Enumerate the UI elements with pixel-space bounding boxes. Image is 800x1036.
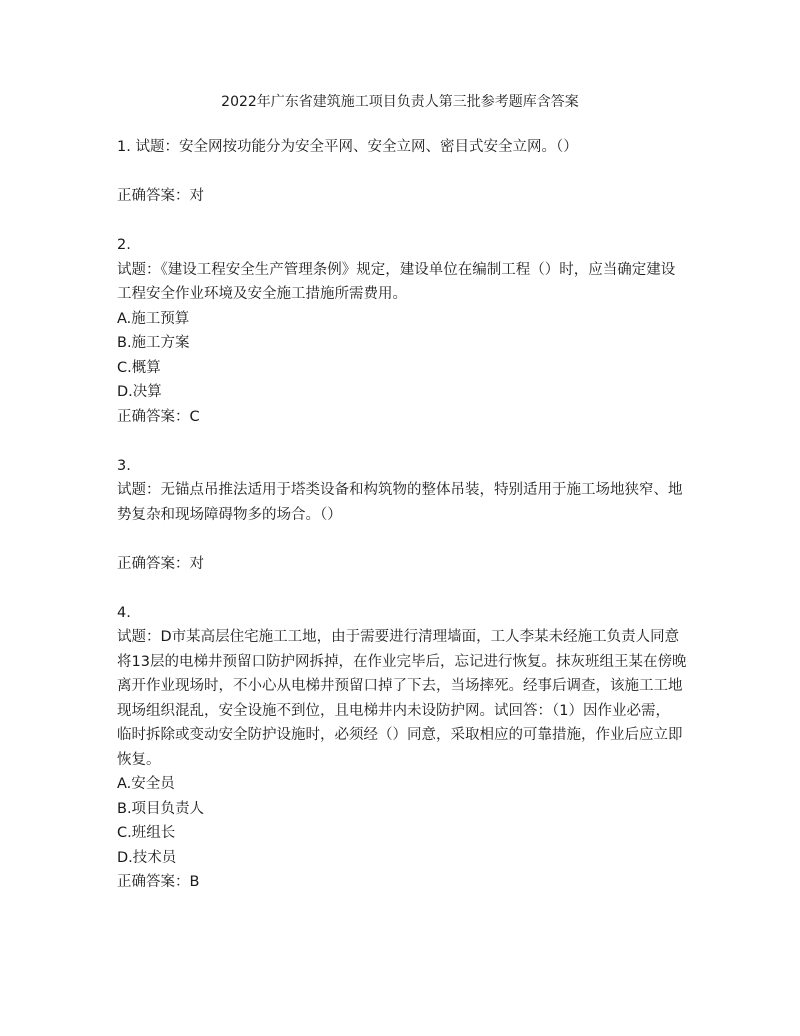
- question-4-option-d: D.技术员: [117, 849, 177, 866]
- question-4-answer: 正确答案：B: [117, 874, 200, 890]
- question-3-text-line-2: 势复杂和现场障碍物多的场合。（）: [117, 506, 342, 523]
- document-title: 2022年广东省建筑施工项目负责人第三批参考题库含答案: [221, 94, 579, 110]
- question-2-option-b: B.施工方案: [117, 335, 190, 351]
- question-1-text: 1. 试题：安全网按功能分为安全平网、安全立网、密目式安全立网。（）: [117, 139, 578, 155]
- question-2-text-line-2: 工程安全作业环境及安全施工措施所需费用。: [117, 286, 407, 302]
- question-4-number: 4.: [117, 604, 131, 621]
- question-4-text-line-5: 临时拆除或变动安全防护设施时，必须经（）同意，采取相应的可靠措施，作业后应立即: [117, 727, 683, 743]
- question-list: [117, 135, 695, 895]
- question-4-option-a: A.安全员: [117, 776, 175, 792]
- question-2-text-line-1: 试题：《建设工程安全生产管理条例》规定，建设单位在编制工程（）时，应当确定建设: [117, 261, 676, 278]
- question-2-option-c: C.概算: [117, 359, 161, 376]
- question-4-text-line-2: 将13层的电梯井预留口防护网拆掉，在作业完毕后，忘记进行恢复。抹灰班组王某在傍晚: [117, 653, 687, 670]
- question-4-text-line-4: 现场组织混乱，安全设施不到位，且电梯井内未设防护网。试回答：（1）因作业必需，: [117, 702, 670, 719]
- question-4-text-line-6: 恢复。: [117, 751, 161, 768]
- question-4-option-b: B.项目负责人: [117, 800, 205, 817]
- question-3-number: 3.: [117, 457, 131, 474]
- question-2-option-d: D.决算: [117, 384, 162, 400]
- question-2-answer: 正确答案：C: [117, 408, 200, 425]
- question-1-answer: 正确答案：对: [117, 188, 204, 204]
- question-4-text-line-3: 离开作业现场时，不小心从电梯井预留口掉了下去，当场摔死。经事后调查，该施工工地: [117, 678, 683, 694]
- question-2-option-a: A.施工预算: [117, 310, 190, 327]
- question-4-option-c: C.班组长: [117, 825, 176, 841]
- question-2-number: 2.: [117, 237, 131, 253]
- question-3-text-line-1: 试题：无锚点吊推法适用于塔类设备和构筑物的整体吊装，特别适用于施工场地狭窄、地: [117, 482, 683, 498]
- question-3-answer: 正确答案：对: [117, 555, 204, 572]
- question-4-text-line-1: 试题：D市某高层住宅施工工地，由于需要进行清理墙面，工人李某未经施工负责人同意: [117, 629, 680, 645]
